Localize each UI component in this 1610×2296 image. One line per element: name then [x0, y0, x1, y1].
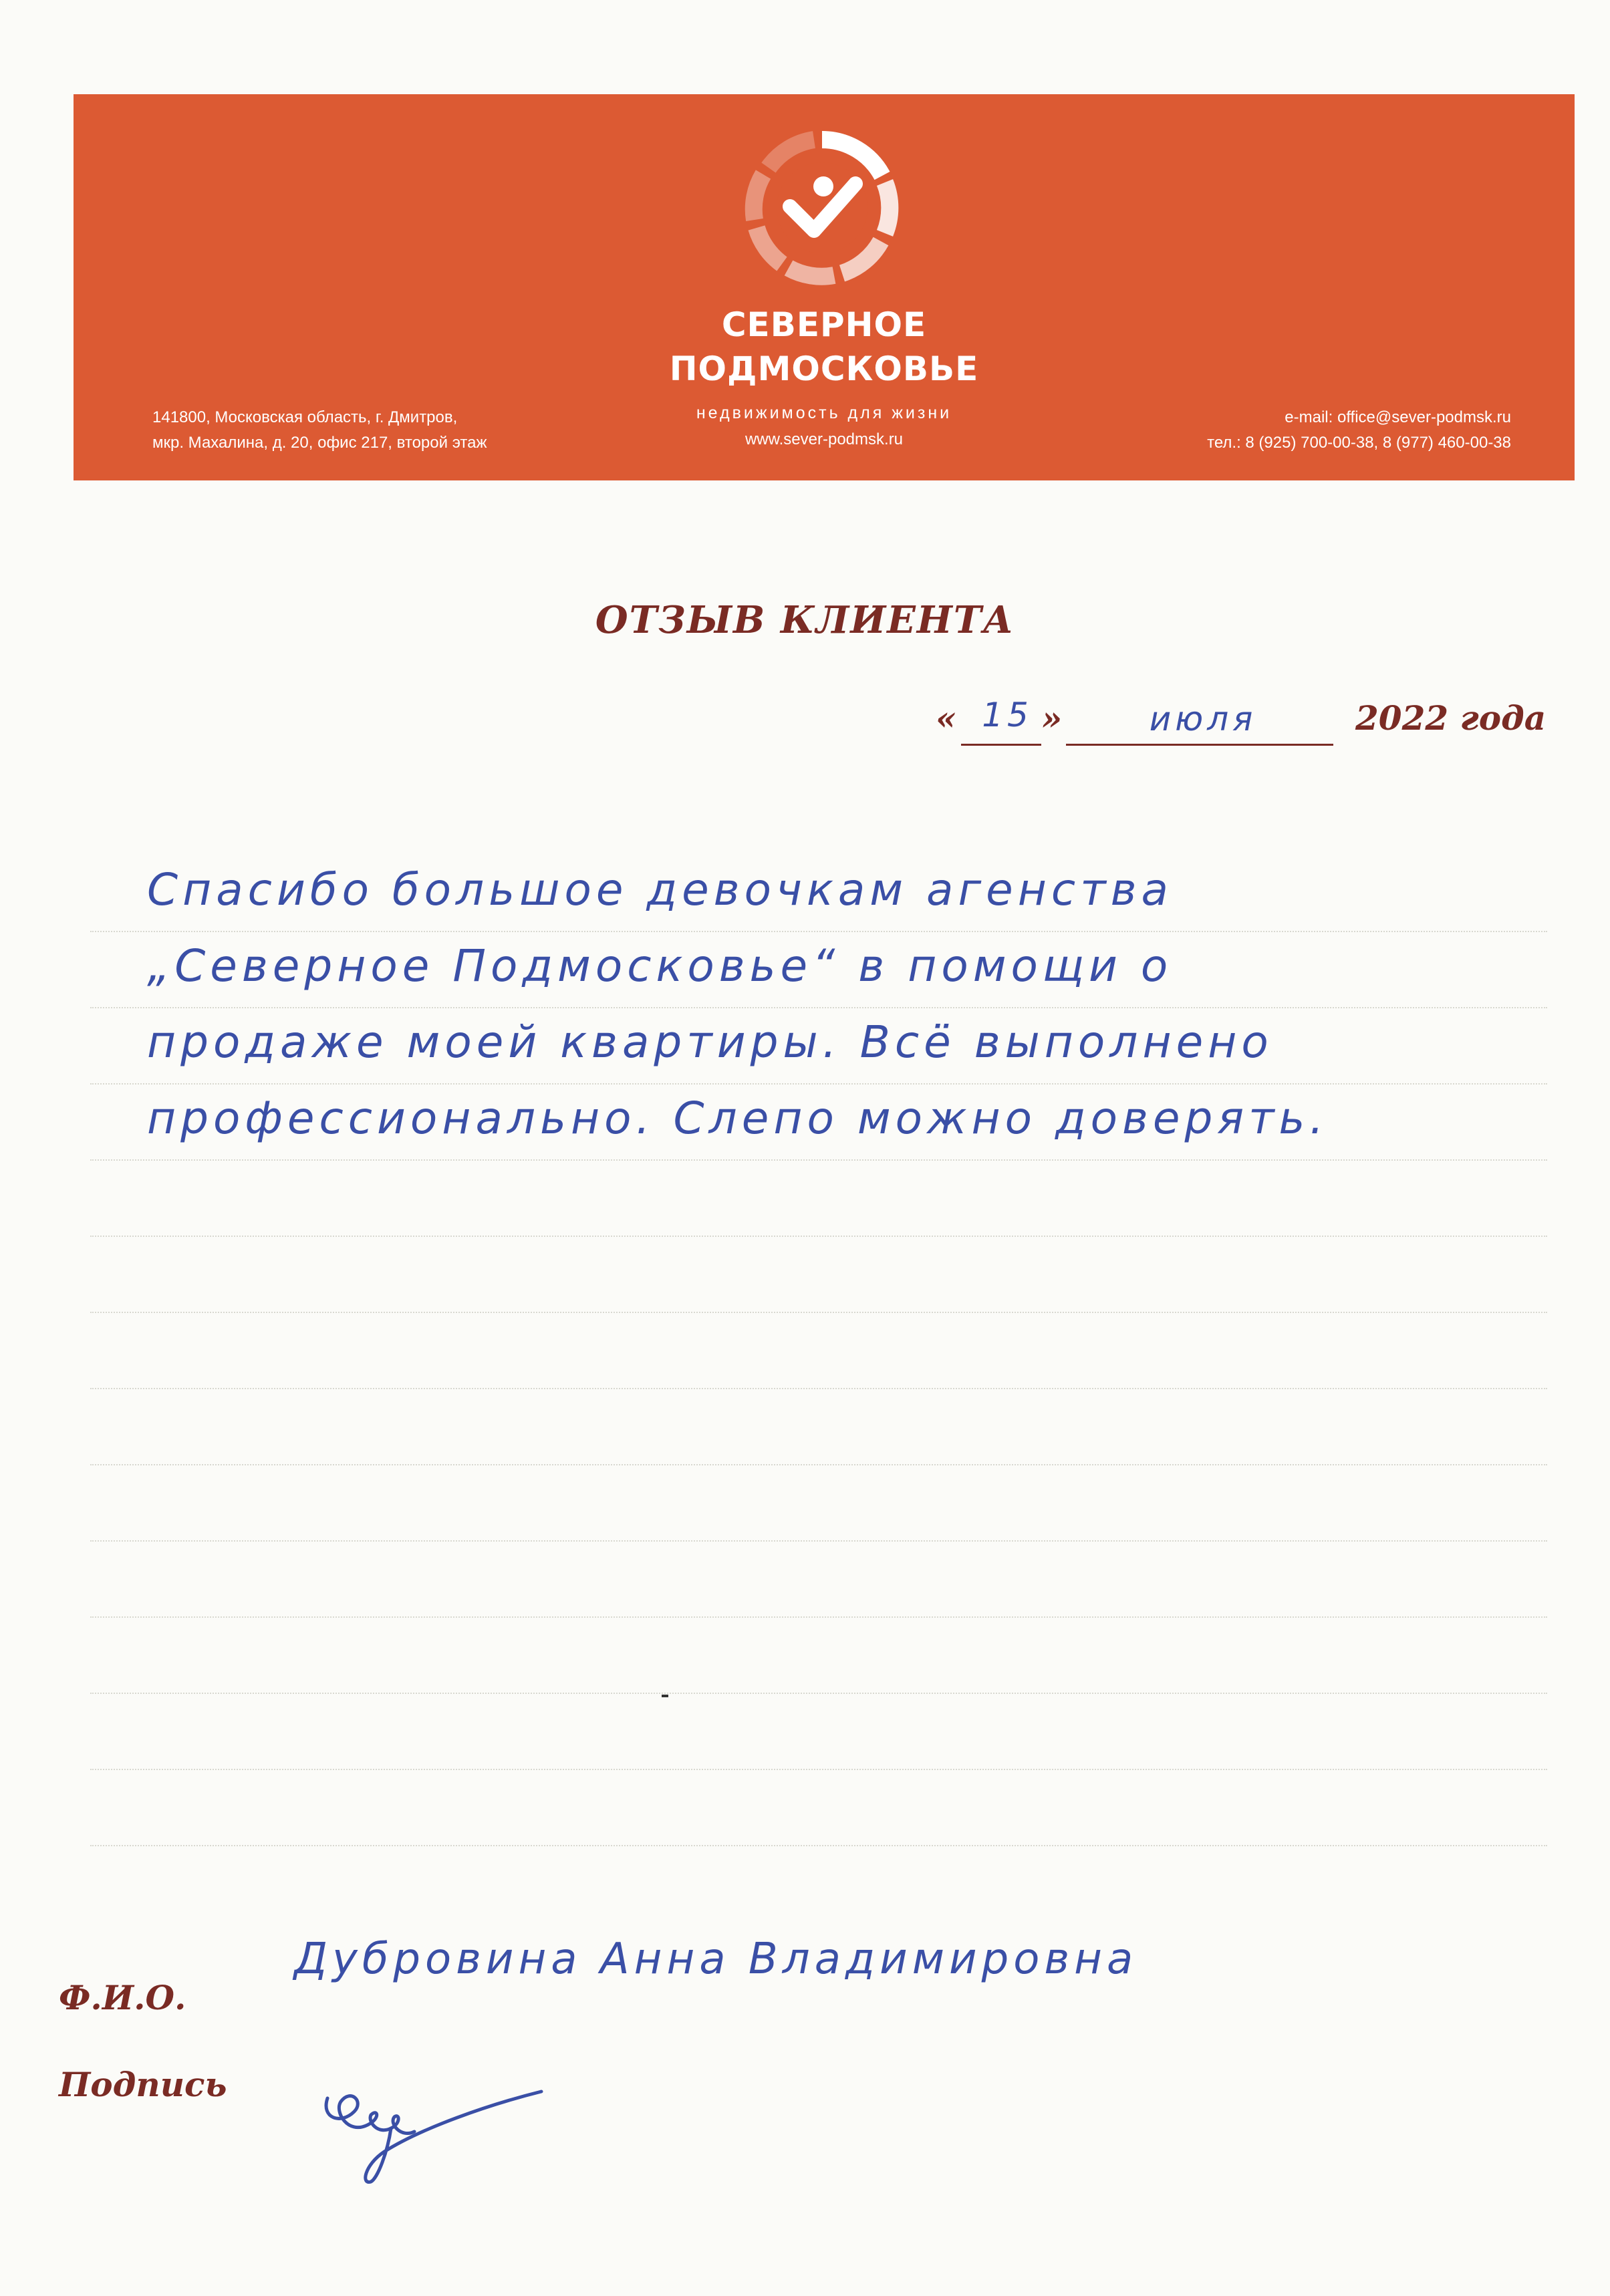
ruled-line — [90, 1769, 1547, 1770]
company-logo-icon — [742, 128, 902, 288]
date-close-quote: » — [1041, 698, 1063, 738]
fio-value: Дубровина Анна Владимировна — [294, 1934, 1138, 1984]
form-title: ОТЗЫВ КЛИЕНТА — [595, 598, 1015, 642]
company-address — [152, 405, 487, 456]
date-year: 2022 года — [1355, 698, 1547, 738]
letterhead-banner — [74, 94, 1575, 480]
ruled-line — [90, 1540, 1547, 1542]
ruled-line — [90, 1236, 1547, 1237]
ruled-line — [90, 1845, 1547, 1846]
review-date — [936, 698, 1577, 752]
brand-name-line2: ПОДМОСКОВЬЕ — [669, 349, 979, 388]
day-underline — [961, 744, 1041, 746]
brand-tagline: недвижимость для жизни — [696, 404, 952, 422]
company-email: e-mail: office@sever-podmsk.ru — [1285, 408, 1511, 426]
date-month: июля — [1149, 700, 1257, 738]
ruled-line — [90, 1616, 1547, 1618]
ruled-line — [90, 1312, 1547, 1313]
address-line: мкр. Махалина, д. 20, офис 217, второй этаж — [152, 434, 487, 452]
scan-speck — [662, 1695, 668, 1697]
company-phones: тел.: 8 (925) 700-00-38, 8 (977) 460-00-38 — [1207, 434, 1511, 452]
ruled-line — [90, 1464, 1547, 1465]
brand-name-line1: СЕВЕРНОЕ — [721, 305, 927, 344]
month-underline — [1066, 744, 1333, 746]
review-line: профессионально. Слепо можно доверять. — [147, 1093, 1329, 1144]
review-text — [147, 852, 1564, 1157]
fio-label: Ф.И.О. — [59, 1978, 186, 2017]
signature-label: Подпись — [59, 2065, 227, 2104]
review-line: Спасибо большое девочкам агенства — [147, 864, 1173, 915]
ruled-line — [90, 1159, 1547, 1161]
ruled-line — [90, 1693, 1547, 1694]
date-day: 15 — [982, 696, 1033, 734]
company-contacts — [1207, 405, 1511, 456]
date-open-quote: « — [936, 698, 957, 738]
review-line: продаже моей квартиры. Всё выполнено — [147, 1016, 1273, 1068]
address-line: 141800, Московская область, г. Дмитров, — [152, 408, 458, 426]
ruled-line — [90, 1388, 1547, 1389]
company-website: www.sever-podmsk.ru — [745, 430, 904, 448]
handwritten-signature — [314, 2071, 555, 2192]
review-line: „Северное Подмосковье“ в помощи о — [147, 940, 1173, 992]
